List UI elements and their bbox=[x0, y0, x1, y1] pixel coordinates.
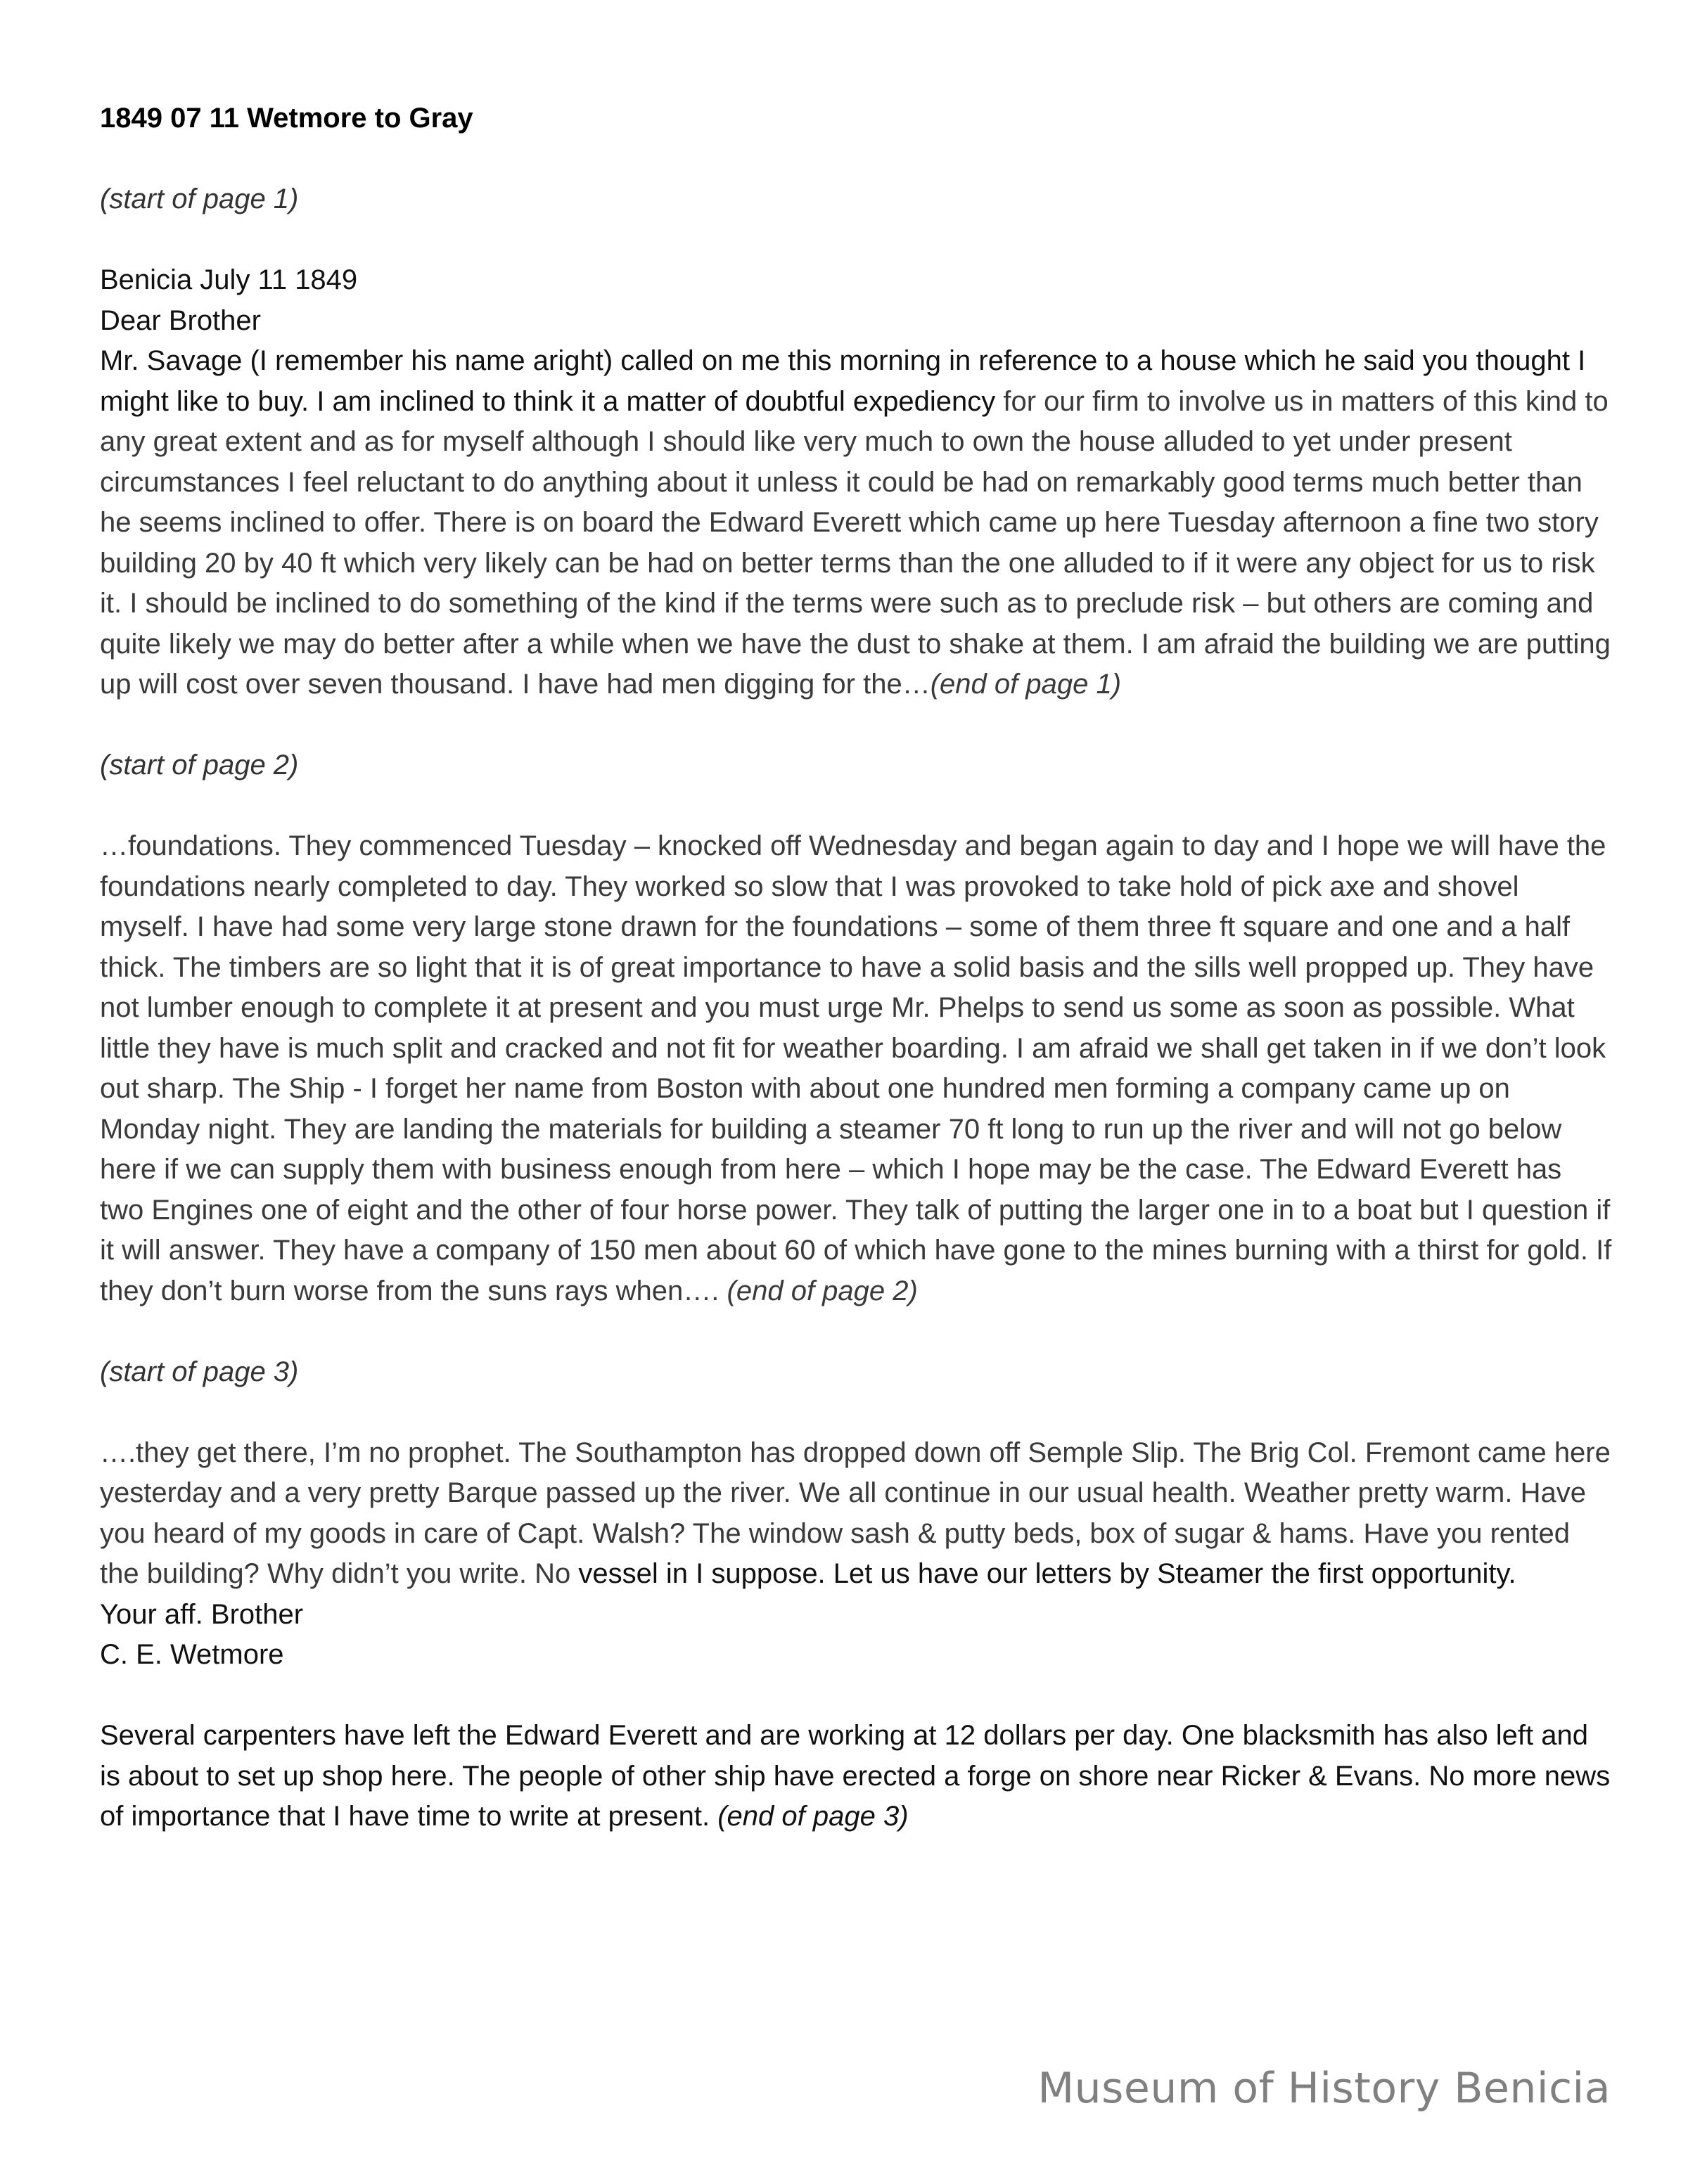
page3-body-dark: vessel in I suppose. Let us have our letters by Steamer the first opportunity. bbox=[570, 1558, 1516, 1589]
page2-start-marker: (start of page 2) bbox=[100, 750, 299, 781]
postscript-text: Several carpenters have left the Edward Everett and are working at 12 dollars per day. One blacksmith has also left and is about to set up shop here. The people of other ship have erected a forge on shore near Ricker & Evans. No more news of importance that I have time to write at present. bbox=[100, 1720, 1611, 1832]
document-title: 1849 07 11 Wetmore to Gray bbox=[100, 103, 473, 134]
place-date: Benicia July 11 1849 bbox=[100, 264, 358, 295]
page3-end-marker: (end of page 3) bbox=[717, 1801, 909, 1832]
page2-end-marker: (end of page 2) bbox=[727, 1275, 918, 1306]
page2-body-text: …foundations. They commenced Tuesday – knocked off Wednesday and began again to day and I hope we will have the foundations nearly completed to day. They worked so slow that I was provoked to take hold of pick axe and shovel myself. I have had some very large stone drawn for the foundations – some of them three ft square and one and a half thick. The timbers are so light that it is of great importance to have a solid basis and the sills well propped up. They have not lumber enough to complete it at present and you must urge Mr. Phelps to send us some as soon as possible. What little they have is much split and cracked and not fit for weather boarding. I am afraid we shall get taken in if we don’t look out sharp. The Ship - I forget her name from Boston with about one hundred men forming a company came up on Monday night. They are landing the materials for building a steamer 70 ft long to run up the river and will not go below here if we can supply them with business enough from here – which I hope may be the case. The Edward Everett has two Engines one of eight and the other of four horse power. They talk of putting the larger one in to a boat but I question if it will answer. They have a company of 150 men about 60 of which have gone to the mines burning with a thirst for gold. If they don’t burn worse from the suns rays when…. bbox=[100, 830, 1612, 1306]
page3-start-marker: (start of page 3) bbox=[100, 1356, 299, 1387]
page2-body bbox=[100, 826, 1612, 1311]
letter-transcription bbox=[100, 98, 1612, 1837]
page1-body bbox=[100, 341, 1612, 705]
salutation: Dear Brother bbox=[100, 304, 261, 336]
page1-start-marker: (start of page 1) bbox=[100, 184, 299, 214]
closing: Your aff. Brother bbox=[100, 1598, 304, 1630]
spacer bbox=[100, 139, 1612, 180]
page3-body bbox=[100, 1433, 1612, 1595]
page1-body-gray: for our firm to involve us in matters of this kind to any great extent and as for myself although I should like very much to own the house alluded to yet under present circumstances I feel reluctant to do anything about it unless it could be had on remarkably good terms much better than he seems inclined to offer. There is on board the Edward Everett which came up here Tuesday afternoon a fine two story building 20 by 40 ft which very likely can be had on better terms than the one alluded to if it were any object for us to risk it. I should be inclined to do something of the kind if the terms were such as to preclude risk – but others are coming and quite likely we may do better after a while when we have the dust to shake at them. I am afraid the building we are putting up will cost over seven thousand. I have had men digging for the… bbox=[100, 385, 1611, 700]
spacer bbox=[100, 1311, 1612, 1352]
postscript bbox=[100, 1716, 1612, 1837]
spacer bbox=[100, 220, 1612, 261]
spacer bbox=[100, 1676, 1612, 1716]
page1-body-dark: Mr. Savage (I remember his name aright) called on me this morning in reference to a house which he said you thought I might like to buy. I am inclined to think it a matter of doubtful expediency bbox=[100, 345, 1586, 417]
page3-body-gray: ….they get there, I’m no prophet. The Southampton has dropped down off Semple Slip. The Brig Col. Fremont came here yesterday and a very pretty Barque passed up the river. We all continue in our usual health. Weather pretty warm. Have you heard of my goods in care of Capt. Walsh? The window sash & putty beds, box of sugar & hams. Have you rented the building? Why didn’t you write. No bbox=[100, 1437, 1611, 1589]
spacer bbox=[100, 786, 1612, 827]
spacer bbox=[100, 1392, 1612, 1433]
spacer bbox=[100, 705, 1612, 746]
museum-watermark: Museum of History Benicia bbox=[1037, 2064, 1611, 2113]
signature: C. E. Wetmore bbox=[100, 1639, 284, 1670]
page1-end-marker: (end of page 1) bbox=[930, 669, 1122, 700]
